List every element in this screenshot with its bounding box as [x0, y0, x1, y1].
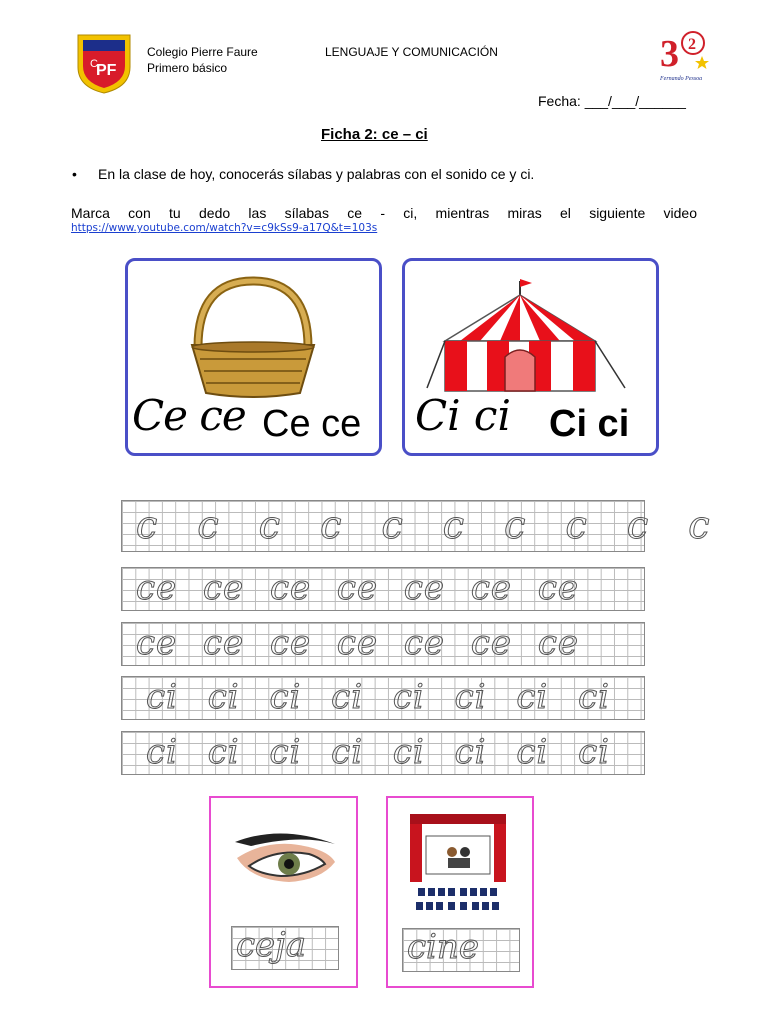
card-ci-cursive: Ci ci	[415, 391, 511, 440]
card-ce-cursive: Ce ce	[132, 391, 246, 440]
bullet-text: En la clase de hoy, conocerás sílabas y palabras con el sonido ce y ci.	[98, 166, 535, 182]
eye-icon	[231, 828, 341, 888]
card-ci-print: Ci ci	[549, 403, 630, 445]
word-card-cine	[386, 796, 534, 988]
cine-tracing-box[interactable]: cine	[402, 928, 520, 972]
date-field[interactable]: Fecha: ___/___/______	[538, 93, 686, 109]
card-ci	[402, 258, 659, 456]
card-ce-print: Ce ce	[262, 403, 362, 445]
tracing-row-ce-2[interactable]: ce ce ce ce ce ce ce	[121, 622, 645, 666]
svg-text:PF: PF	[96, 62, 117, 79]
tracing-row-c[interactable]: c c c c c c c c c c	[121, 500, 645, 552]
svg-text:Fernando Pessoa: Fernando Pessoa	[660, 76, 703, 82]
word-card-ceja	[209, 796, 358, 988]
ceja-tracing-box[interactable]: ceja	[231, 926, 339, 970]
page-title: Ficha 2: ce – ci	[321, 126, 428, 143]
tracing-row-ci-1[interactable]: ci ci ci ci ci ci ci ci	[121, 676, 645, 720]
school-name: Colegio Pierre Faure	[147, 45, 258, 59]
subject-label: LENGUAJE Y COMUNICACIÓN	[325, 45, 498, 59]
bullet-dot: •	[72, 166, 77, 182]
video-link[interactable]: https://www.youtube.com/watch?v=c9kSs9-a17Q&t=103s	[71, 222, 378, 234]
circus-tent-icon	[425, 273, 645, 403]
cinema-icon	[408, 812, 508, 916]
school-logo	[76, 33, 132, 95]
svg-text:3: 3	[660, 33, 679, 75]
instruction-text: Marca con tu dedo las sílabas ce - ci, mientras miras el siguiente video	[71, 205, 697, 221]
tracing-row-ci-2[interactable]: ci ci ci ci ci ci ci ci	[121, 731, 645, 775]
card-ce	[125, 258, 382, 456]
basket-icon	[188, 271, 318, 401]
tracing-row-ce-1[interactable]: ce ce ce ce ce ce ce	[121, 567, 645, 611]
svg-text:2: 2	[688, 36, 696, 53]
svg-text:C: C	[90, 58, 98, 70]
anniversary-logo	[656, 26, 714, 84]
grade-label: Primero básico	[147, 61, 228, 75]
